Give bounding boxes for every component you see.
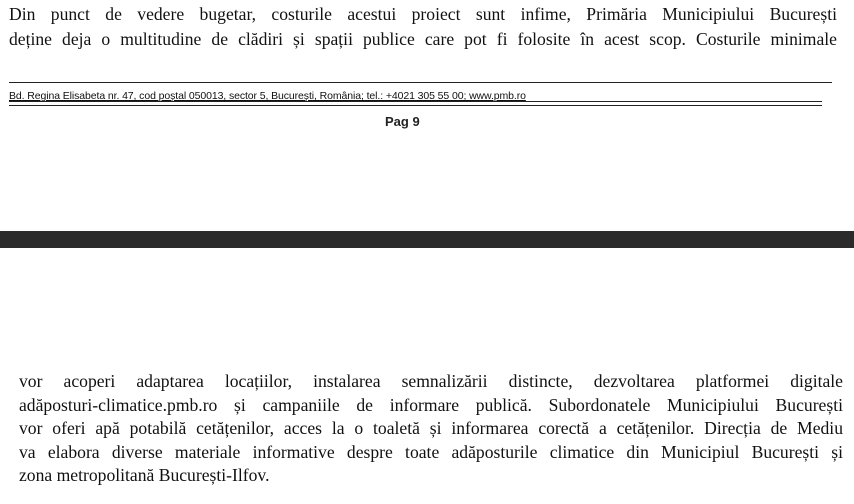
paragraph-line: va elabora diverse materiale informative despre toate adăposturile climatice din Municipiul București și <box>19 441 843 462</box>
paragraph-line: adăposturi-climatice.pmb.ro și campaniile de informare publică. Subordonatele Municipiului București <box>19 394 843 415</box>
paragraph-line: vor acoperi adaptarea locațiilor, instalarea semnalizării distincte, dezvoltarea platformei digitale <box>19 371 843 391</box>
page-break-separator <box>0 231 854 248</box>
paragraph-line: zona metropolitană București-Ilfov. <box>19 465 270 485</box>
paragraph-line: Din punct de vedere bugetar, costurile acestui proiect sunt infime, Primăria Municipiului București <box>9 4 837 24</box>
paragraph-line: deține deja o multitudine de clădiri și spații publice care pot fi folosite în acest scop. Costurile minimale <box>9 29 837 49</box>
bottom-paragraph <box>19 370 843 488</box>
footer-divider-line <box>9 82 832 83</box>
footer-address: Bd. Regina Elisabeta nr. 47, cod poștal 050013, sector 5, București, România; tel.: +4021 305 55 00; www.pmb.ro <box>9 90 526 102</box>
footer-double-rule <box>9 101 822 106</box>
top-paragraph <box>9 2 837 52</box>
page-number: Pag 9 <box>385 114 420 129</box>
paragraph-line: vor oferi apă potabilă cetățenilor, acces la o toaletă și informarea corectă a cetățenilor. Direcția de Mediu <box>19 418 843 438</box>
